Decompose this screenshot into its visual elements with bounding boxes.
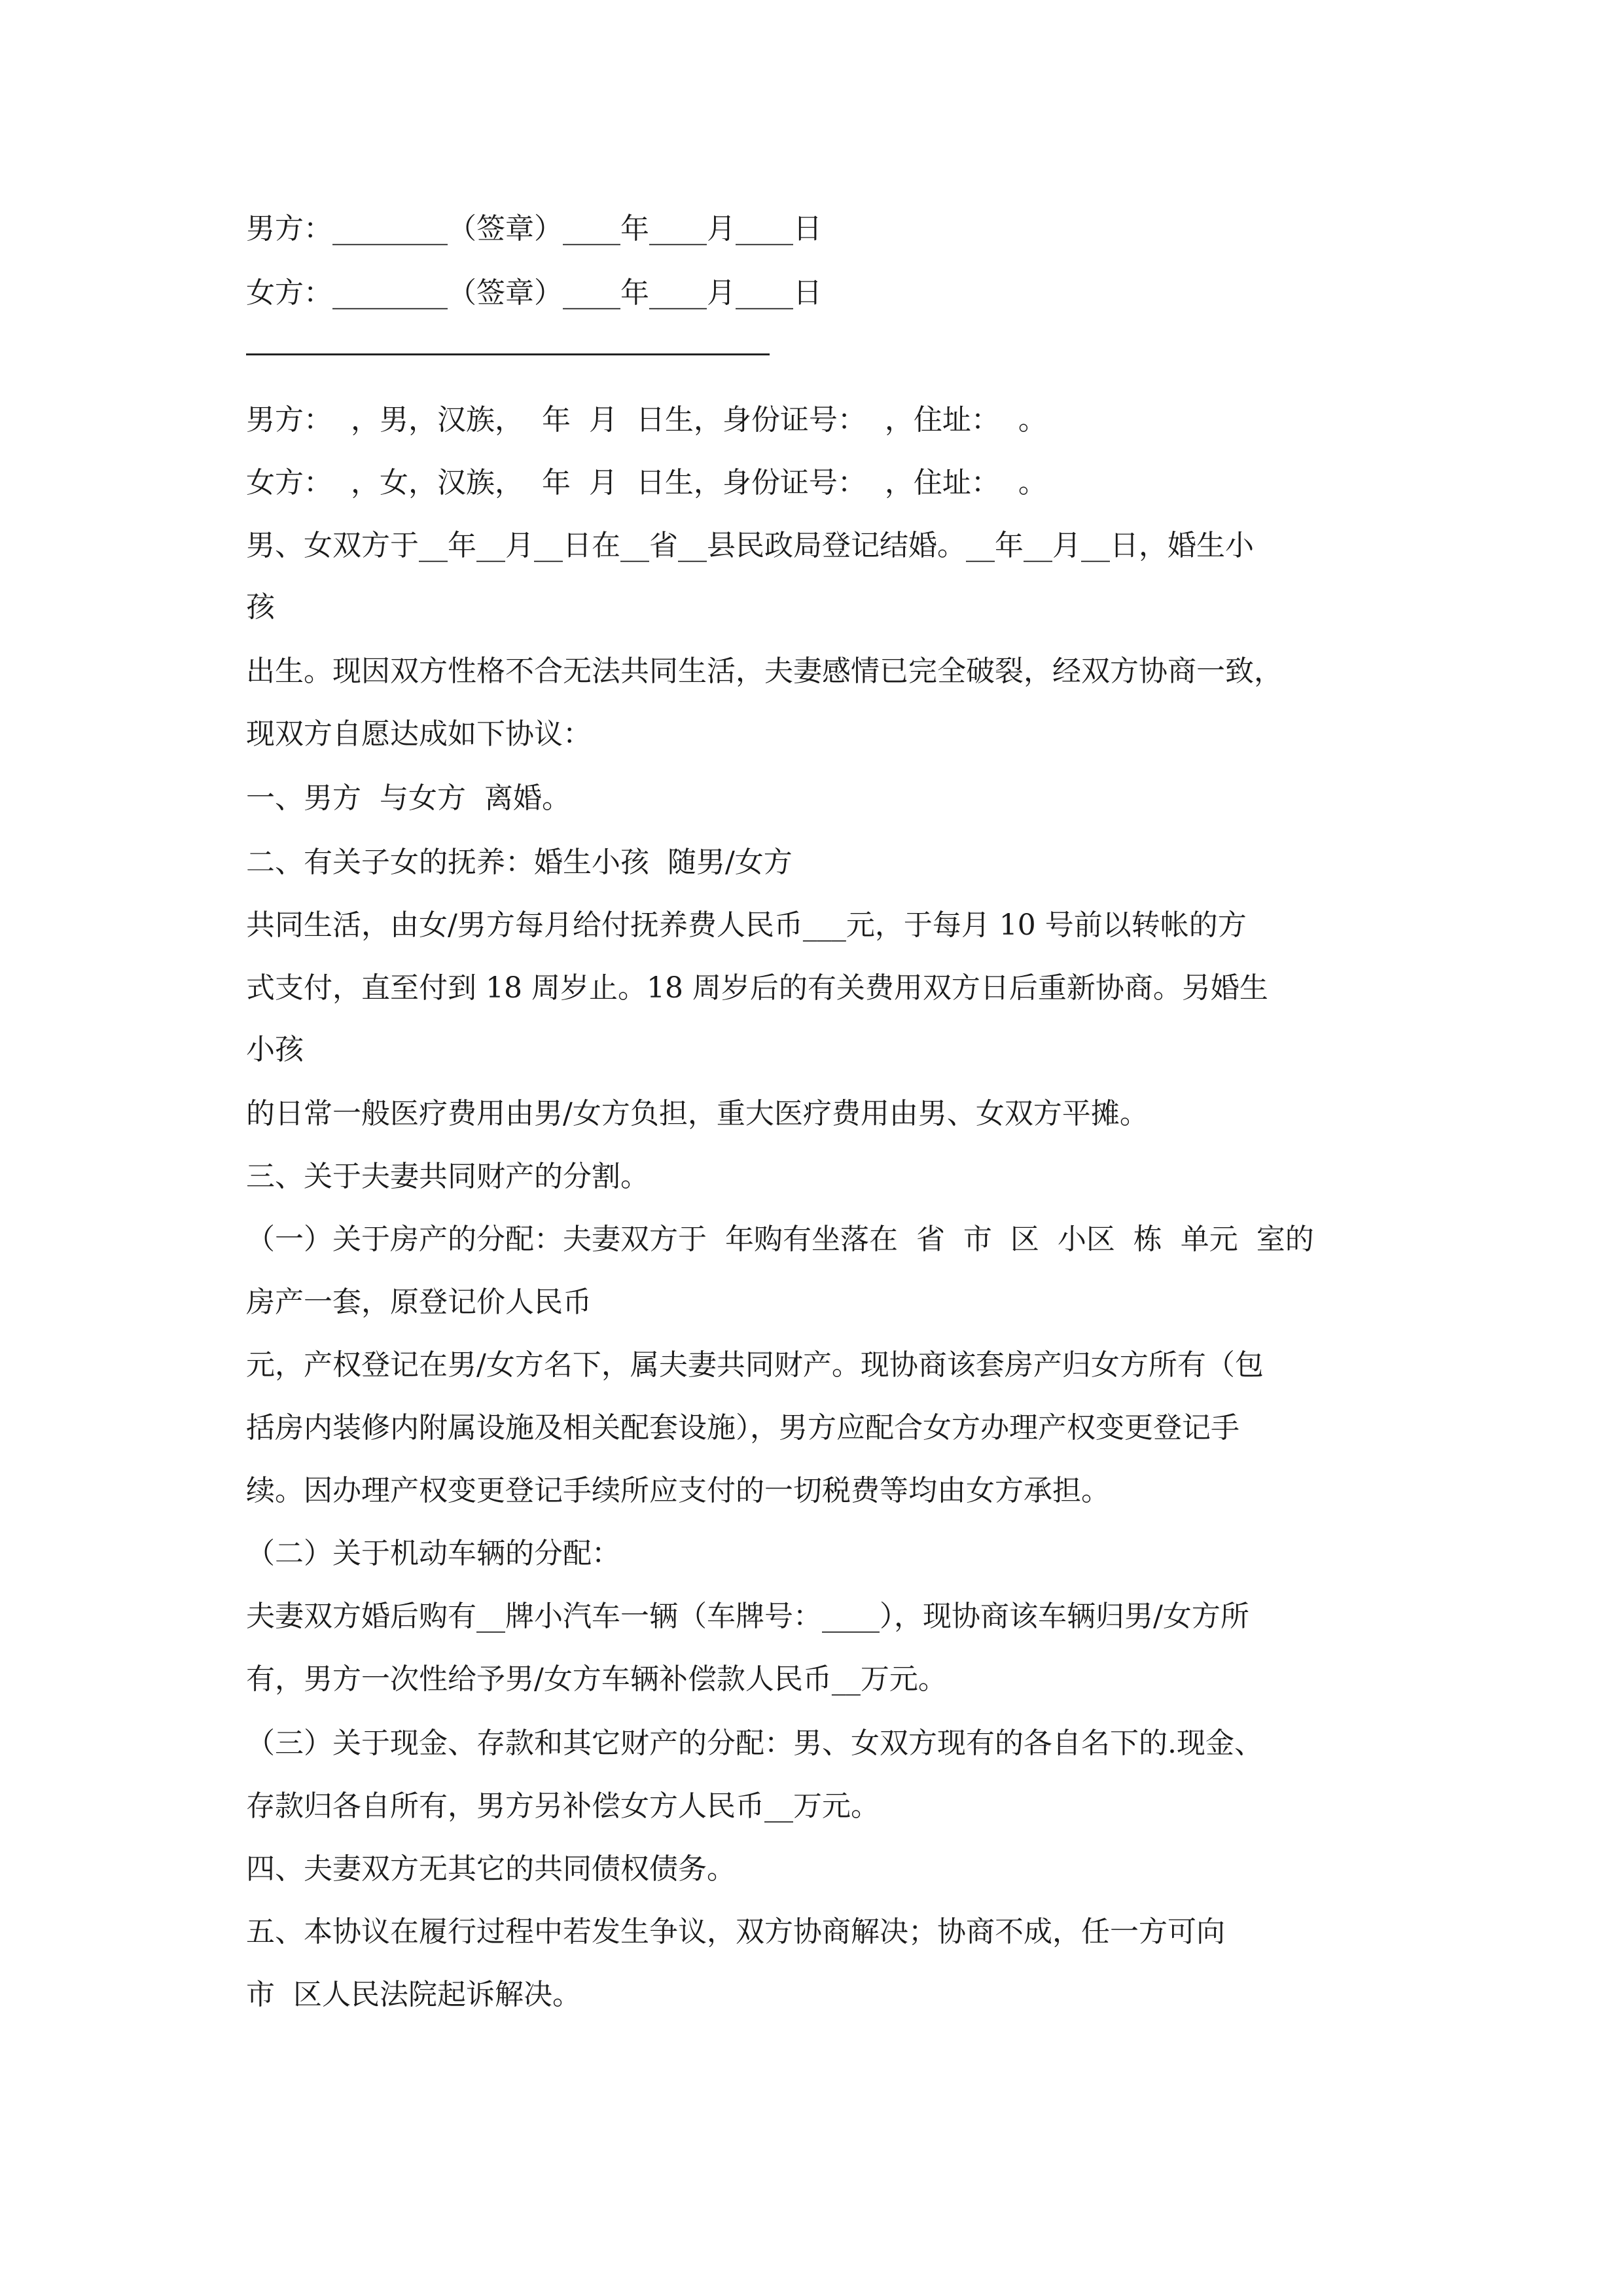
clause-3-1-line: 续。因办理产权变更登记手续所应支付的一切税费等均由女方承担。 [246, 1474, 1110, 1507]
clause-3-1-line: 括房内装修内附属设施及相关配套设施），男方应配合女方办理产权变更登记手 [246, 1411, 1240, 1444]
clause-4: 四、夫妻双方无其它的共同债权债务。 [246, 1852, 736, 1886]
clause-1: 一、男方 与女方 离婚。 [246, 781, 571, 815]
clause-3-1-line: 房产一套，原登记价人民币 [246, 1285, 592, 1319]
clause-3-2-line: 夫妻双方婚后购有__牌小汽车一辆（车牌号：____），现协商该车辆归男/女方所 [246, 1600, 1249, 1633]
clause-2-line: 二、有关子女的抚养：婚生小孩 随男/女方 [246, 846, 793, 879]
clause-2-line: 的日常一般医疗费用由男/女方负担，重大医疗费用由男、女双方平摊。 [246, 1097, 1149, 1130]
clause-5-line: 市 区人民法院起诉解决。 [246, 1978, 581, 2011]
clause-3-3-line: （三）关于现金、存款和其它财产的分配：男、女双方现有的各自名下的.现金、 [246, 1727, 1263, 1760]
clause-2-line: 式支付，直至付到 18 周岁止。18 周岁后的有关费用双方日后重新协商。另婚生 [246, 971, 1268, 1005]
marriage-paragraph-line: 现双方自愿达成如下协议： [246, 717, 592, 751]
marriage-paragraph-line: 孩 [246, 590, 275, 624]
female-info-line: 女方： ，女，汉族， 年 月 日生，身份证号： ，住址： 。 [246, 466, 1047, 499]
marriage-paragraph-line: 出生。现因双方性格不合无法共同生活，夫妻感情已完全破裂，经双方协商一致， [246, 655, 1283, 688]
clause-5-line: 五、本协议在履行过程中若发生争议，双方协商解决；协商不成，任一方可向 [246, 1915, 1225, 1948]
male-info-line: 男方： ，男，汉族， 年 月 日生，身份证号： ，住址： 。 [246, 403, 1047, 437]
clause-3-2-heading: （二）关于机动车辆的分配： [246, 1537, 620, 1570]
clause-2-line: 共同生活，由女/男方每月给付抚养费人民币___元，于每月 10 号前以转帐的方 [246, 908, 1247, 942]
clause-3-1-line: 元，产权登记在男/女方名下，属夫妻共同财产。现协商该套房产归女方所有（包 [246, 1348, 1264, 1382]
female-signature-line: 女方：________（签章）____年____月____日 [246, 276, 822, 310]
separator-rule [246, 353, 770, 355]
clause-3-heading: 三、关于夫妻共同财产的分割。 [246, 1160, 649, 1193]
clause-3-1-line: （一）关于房产的分配：夫妻双方于 年购有坐落在 省 市 区 小区 栋 单元 室的 [246, 1223, 1314, 1256]
clause-3-3-line: 存款归各自所有，男方另补偿女方人民币__万元。 [246, 1789, 880, 1823]
clause-2-line: 小孩 [246, 1033, 304, 1066]
clause-3-2-line: 有，男方一次性给予男/女方车辆补偿款人民币__万元。 [246, 1662, 947, 1696]
male-signature-line: 男方：________（签章）____年____月____日 [246, 212, 822, 245]
marriage-paragraph-line: 男、女双方于__年__月__日在__省__县民政局登记结婚。__年__月__日，婚生小 [246, 529, 1254, 562]
